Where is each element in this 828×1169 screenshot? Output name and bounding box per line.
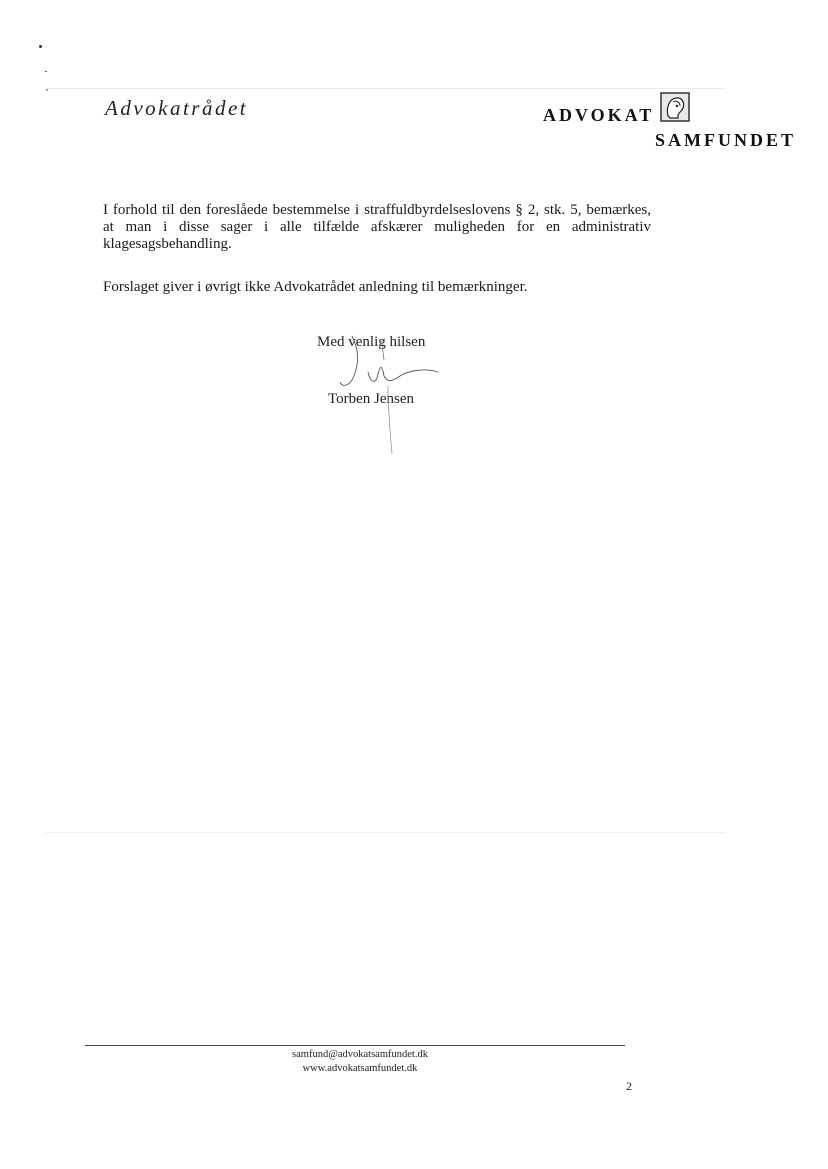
handwritten-signature [330, 330, 450, 460]
scan-speck [46, 89, 48, 91]
logo-text-samfundet: SAMFUNDET [655, 130, 797, 150]
page-number: 2 [626, 1079, 632, 1093]
header-divider [45, 88, 725, 89]
footer-website: www.advokatsamfundet.dk [302, 1063, 418, 1074]
scan-artifact-line [45, 832, 725, 833]
footer-divider [85, 1045, 625, 1046]
closing-salutation: Med venlig hilsen [317, 334, 426, 350]
helmet-emblem-icon [660, 92, 690, 122]
logo-text-advokat: ADVOKAT [543, 105, 655, 125]
scan-speck [39, 45, 42, 48]
body-paragraph: Forslaget giver i øvrigt ikke Advokatrådet anledning til bemærkninger. [103, 279, 528, 295]
body-paragraph: I forhold til den foreslåede bestemmelse i straffuldbyrdelseslovens § 2, stk. 5, bemærkes, at man i disse sager i alle tilfælde afskærer muligheden for en administrativ klagesagsbehandling. [103, 202, 651, 252]
council-name: Advokatrådet [105, 96, 249, 120]
signer-name: Torben Jensen [328, 391, 415, 407]
scan-speck [45, 71, 47, 72]
footer-email: samfund@advokatsamfundet.dk [292, 1049, 428, 1060]
